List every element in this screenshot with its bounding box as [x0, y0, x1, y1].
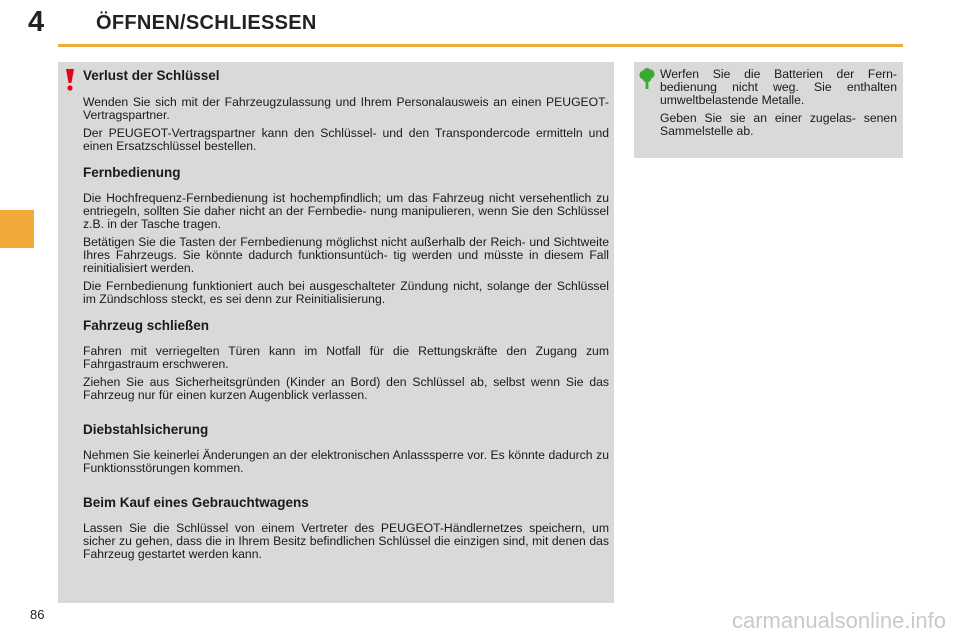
tree-icon — [638, 68, 656, 90]
paragraph: Werfen Sie die Batterien der Fern- bedienung nicht weg. Sie enthalten umweltbelastende Metalle. — [660, 67, 897, 107]
paragraph: Ziehen Sie aus Sicherheitsgründen (Kinder an Bord) den Schlüssel ab, selbst wenn Sie das Fahrzeug nur für einen kurzen Augenblick verlassen. — [83, 375, 609, 402]
eco-note-content — [660, 68, 897, 138]
section-title: Diebstahlsicherung — [83, 422, 209, 437]
paragraph: Der PEUGEOT-Vertragspartner kann den Schlüssel- und den Transpondercode ermitteln und einen Ersatzschlüssel bestellen. — [83, 126, 609, 153]
section-lost-keys — [83, 68, 609, 153]
chapter-number: 4 — [28, 6, 45, 38]
chapter-side-tab — [0, 210, 34, 248]
paragraph: Fahren mit verriegelten Türen kann im Notfall für die Rettungskräfte den Zugang zum Fahrgastraum erschweren. — [83, 344, 609, 371]
main-content — [83, 66, 609, 561]
paragraph: Nehmen Sie keinerlei Änderungen an der elektronischen Anlasssperre vor. Es könnte dadurch zu Funktionsstörungen kommen. — [83, 448, 609, 475]
chapter-title: ÖFFNEN/SCHLIESSEN — [96, 12, 317, 34]
paragraph: Die Fernbedienung funktioniert auch bei ausgeschalteter Zündung nicht, solange der Schlüssel im Zündschloss steckt, es sei denn zur Reinitialisierung. — [83, 279, 609, 306]
header-rule — [58, 44, 903, 47]
paragraph: Betätigen Sie die Tasten der Fernbedienung möglichst nicht außerhalb der Reich- und Sichtweite Ihres Fahrzeugs. Sie könnte dadurch funktionsuntüch- tig werden und müsste in diesem Fall reinitialisiert werden. — [83, 235, 609, 275]
paragraph: Lassen Sie die Schlüssel von einem Vertreter des PEUGEOT-Händlernetzes speichern, um sicher zu gehen, dass die in Ihrem Besitz befindlichen Schlüssel die einzigen sind, mit denen das Fahrzeug gestartet werden kann. — [83, 521, 609, 561]
paragraph: Geben Sie sie an einer zugelas- senen Sammelstelle ab. — [660, 111, 897, 138]
section-used-car — [83, 495, 609, 561]
section-locking — [83, 318, 609, 402]
watermark: carmanualsonline.info — [731, 608, 946, 633]
section-title: Fernbedienung — [83, 165, 181, 180]
exclamation-icon — [63, 68, 77, 92]
paragraph: Wenden Sie sich mit der Fahrzeugzulassung und Ihrem Personalausweis an einen PEUGEOT-Vertragspartner. — [83, 95, 609, 122]
section-remote-control — [83, 165, 609, 306]
page-number: 86 — [30, 607, 45, 622]
paragraph: Die Hochfrequenz-Fernbedienung ist hochempfindlich; um das Fahrzeug nicht versehentlich zu entriegeln, sollten Sie daher nicht an der Fernbedie- nung manipulieren, wenn Sie den Schlüssel z.B. in der Tasche tragen. — [83, 191, 609, 231]
section-title: Fahrzeug schließen — [83, 318, 210, 333]
section-title: Beim Kauf eines Gebrauchtwagens — [83, 495, 309, 510]
section-antitheft — [83, 422, 609, 475]
section-title: Verlust der Schlüssel — [83, 68, 220, 83]
